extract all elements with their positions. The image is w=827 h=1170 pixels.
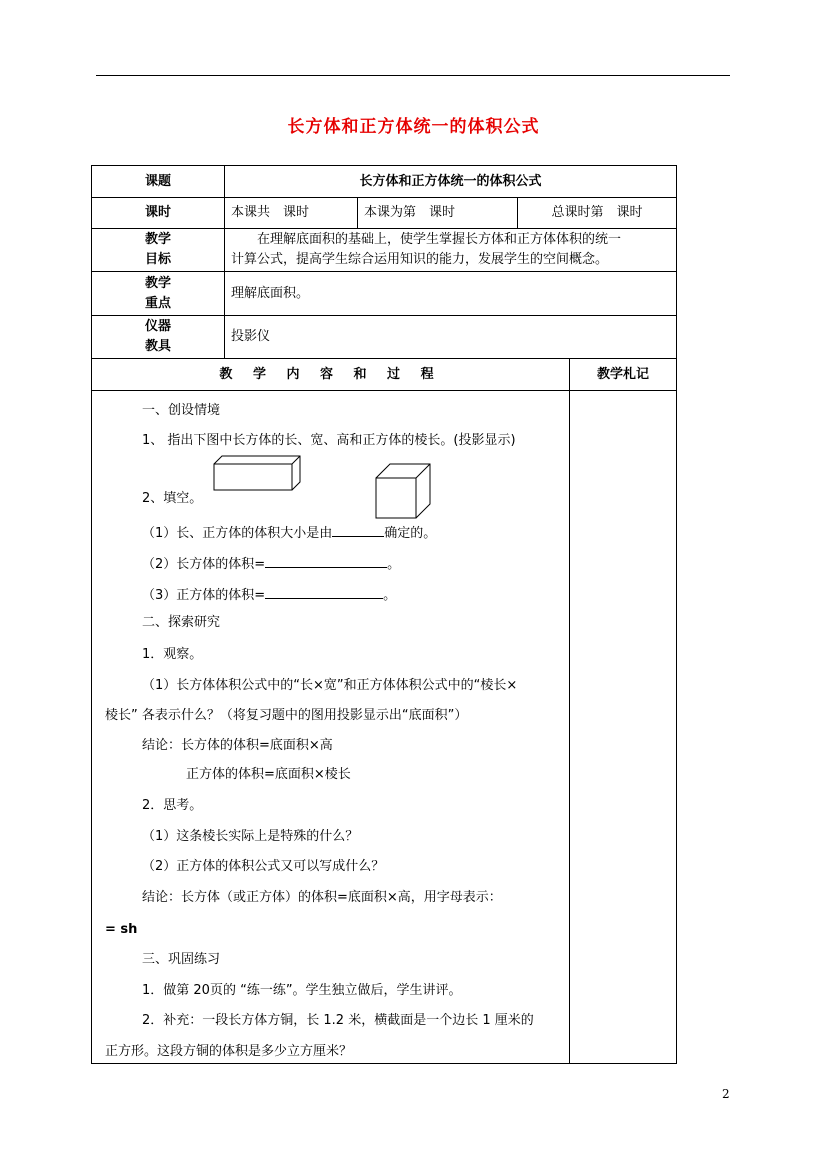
notes-header: 教学札记 — [570, 359, 677, 391]
fill1-text: （1）长、正方体的体积大小是由 — [142, 526, 333, 541]
section1-title: 一、创设情境 — [142, 403, 221, 418]
section2-title: 二、探索研究 — [142, 615, 221, 630]
tools-value: 投影仪 — [225, 316, 677, 359]
focus-value: 理解底面积。 — [225, 272, 677, 316]
goal-line2: 计算公式，提高学生综合运用知识的能力，发展学生的空间概念。 — [231, 252, 609, 267]
topic-label: 课题 — [92, 166, 225, 198]
tools-label-line1: 仪器 — [144, 319, 171, 334]
section3-title: 三、巩固练习 — [142, 952, 221, 967]
section2-q1-line2: 棱长” 各表示什么？（将复习题中的图用投影显示出“底面积”） — [105, 708, 468, 723]
fill-blank-3 — [142, 584, 396, 605]
section2-item2: 2．思考。 — [142, 798, 203, 813]
fill3-text: （3）正方体的体积= — [142, 588, 266, 603]
goal-label — [92, 229, 225, 272]
focus-label-line2: 重点 — [144, 295, 171, 311]
document-title: 长方体和正方体统一的体积公式 — [287, 117, 540, 137]
section1-item2: 2、填空。 — [142, 491, 203, 506]
section3-item1: 1．做第 20页的 “练一练”。学生独立做后，学生讲评。 — [142, 983, 462, 998]
conclusion-2: 正方体的体积=底面积×棱长 — [186, 767, 351, 782]
notes-column — [570, 391, 677, 1064]
cube-figure — [374, 462, 434, 522]
tools-label — [92, 316, 225, 359]
period-overall: 总课时第 课时 — [518, 198, 677, 229]
goal-label-line1: 教学 — [144, 232, 171, 247]
goal-label-line2: 目标 — [144, 252, 171, 267]
focus-label — [92, 272, 225, 316]
process-content — [92, 391, 570, 1064]
process-header: 教 学 内 容 和 过 程 — [92, 359, 570, 391]
topic-value: 长方体和正方体统一的体积公式 — [225, 166, 677, 198]
section2-q1-line1: （1）长方体体积公式中的“长×宽”和正方体体积公式中的“棱长× — [142, 678, 518, 693]
fill2-text: （2）长方体的体积= — [142, 557, 266, 572]
focus-label-line1: 教学 — [144, 275, 171, 291]
cuboid-figure — [212, 454, 302, 494]
page-number: 2 — [722, 1087, 730, 1101]
fill3-blank — [265, 584, 383, 599]
fill2-end: 。 — [387, 557, 401, 572]
section2-q3: （2）正方体的体积公式又可以写成什么？ — [142, 859, 385, 874]
fill3-end: 。 — [383, 588, 397, 603]
header-rule — [96, 75, 730, 76]
conclusion-1: 结论：长方体的体积=底面积×高 — [142, 738, 333, 753]
fill1-end: 确定的。 — [384, 526, 437, 541]
fill-blank-2 — [142, 553, 400, 574]
section3-item2-line1: 2．补充：一段长方体方铜，长 1.2 米，横截面是一个边长 1 厘米的 — [142, 1013, 534, 1028]
period-label: 课时 — [92, 198, 225, 229]
section2-item1: 1．观察。 — [142, 647, 203, 662]
goal-value — [225, 229, 677, 272]
fill2-blank — [265, 553, 387, 568]
lesson-plan-table — [91, 165, 677, 1064]
fill1-blank — [332, 522, 384, 537]
conclusion-3: 结论：长方体（或正方体）的体积=底面积×高，用字母表示： — [142, 890, 502, 905]
period-total: 本课共 课时 — [225, 198, 358, 229]
fill-blank-1 — [142, 522, 436, 543]
goal-line1: 在理解底面积的基础上，使学生掌握长方体和正方体体积的统一 — [257, 232, 622, 247]
period-this: 本课为第 课时 — [358, 198, 518, 229]
section1-item1: 1、 指出下图中长方体的长、宽、高和正方体的棱长。(投影显示) — [142, 433, 516, 448]
formula: = sh — [105, 922, 138, 937]
section2-q2: （1）这条棱长实际上是特殊的什么？ — [142, 829, 359, 844]
section3-item2-line2: 正方形。这段方铜的体积是多少立方厘米？ — [105, 1044, 353, 1059]
tools-label-line2: 教具 — [144, 339, 171, 354]
